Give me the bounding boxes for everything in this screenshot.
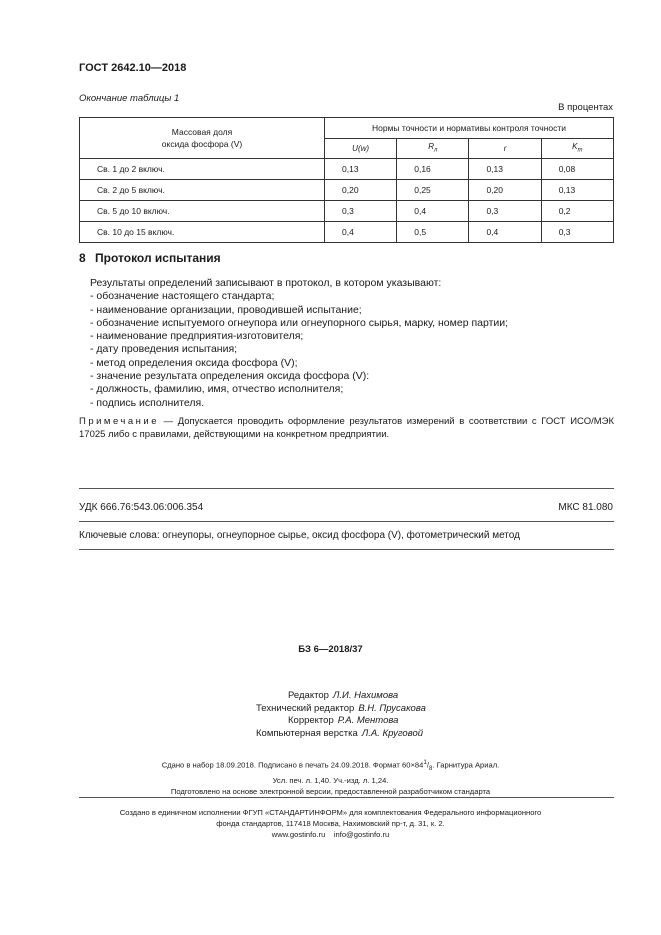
footer-line1: Создано в единичном исполнении ФГУП «СТАНДАРТИНФОРМ» для комплектования Федерального информационного [119, 808, 542, 817]
list-item: - подпись исполнителя. [90, 396, 205, 409]
staff-role: Компьютерная верстка [256, 727, 358, 739]
divider-middle [79, 521, 614, 522]
divider-bottom [79, 549, 614, 550]
list-item: - дату проведения испытания; [90, 343, 238, 356]
keywords: Ключевые слова: огнеупоры, огнеупорное сырье, оксид фосфора (V), фотометрический метод [79, 530, 520, 541]
staff-row [256, 690, 426, 703]
section-title [79, 251, 221, 265]
mass-header-line2: оксида фосфора (V) [161, 139, 243, 149]
sub-header-0: U(w) [325, 138, 397, 159]
norms-header: Нормы точности и нормативы контроля точности [325, 118, 614, 139]
mass-header-line1: Массовая доля [171, 127, 233, 137]
imprint-line2: Усл. печ. л. 1,40. Уч.-изд. л. 1,24. [272, 776, 389, 786]
list-item: - должность, фамилию, имя, отчество исполнителя; [90, 383, 344, 396]
website-link[interactable]: www.gostinfo.ru [271, 830, 326, 839]
value-cell: 0,13 [325, 159, 397, 180]
value-cell: 0,5 [397, 222, 469, 243]
section-number: 8 [79, 251, 86, 265]
staff-row [256, 715, 426, 728]
staff-name: Р.А. Ментова [337, 715, 399, 726]
sub-header-3: $K_т$ [541, 138, 613, 159]
imprint [0, 757, 661, 797]
table-row [80, 159, 614, 180]
range-cell: Св. 10 до 15 включ. [80, 222, 325, 243]
value-cell: 0,3 [541, 222, 613, 243]
email-link[interactable]: info@gostinfo.ru [333, 830, 390, 839]
list-item: - наименование организации, проводившей испытание; [90, 303, 362, 316]
table-row [80, 201, 614, 222]
value-cell: 0,4 [469, 222, 541, 243]
staff-role: Редактор [288, 690, 329, 701]
sub-header-1: $R_л$ [397, 138, 469, 159]
list-item: - наименование предприятия-изготовителя; [90, 330, 304, 343]
imprint-line3: Подготовлено на основе электронной версии, предоставленной разработчиком стандарта [170, 787, 491, 797]
footer-line2: фонда стандартов, 117418 Москва, Нахимовский пр-т, д. 31, к. 2. [216, 819, 445, 828]
staff-credits [256, 690, 426, 740]
table-row [80, 180, 614, 201]
note [79, 416, 614, 441]
list-item: - обозначение испытуемого огнеупора или огнеупорного сырья, марку, номер партии; [90, 316, 509, 329]
staff-name: Л.И. Нахимова [332, 690, 399, 701]
range-cell: Св. 5 до 10 включ. [80, 201, 325, 222]
value-cell: 0,25 [397, 180, 469, 201]
udk-code: УДК 666.76:543.06:006.354 [79, 502, 204, 513]
document-header: ГОСТ 2642.10—2018 [79, 62, 187, 74]
value-cell: 0,3 [325, 201, 397, 222]
value-cell: 0,13 [469, 159, 541, 180]
staff-name: В.Н. Прусакова [358, 702, 426, 714]
value-cell: 0,3 [469, 201, 541, 222]
value-cell: 0,4 [397, 201, 469, 222]
imprint-line1: Сдано в набор 18.09.2018. Подписано в печать 24.09.2018. Формат $60\times 84^1/_8$. Гарнитура Ариал. [161, 759, 500, 773]
table-body [80, 159, 614, 243]
value-cell: 0,08 [541, 159, 613, 180]
intro-line: Результаты определений записывают в протокол, в котором указывают: [90, 277, 442, 289]
section-title-text: Протокол испытания [95, 251, 221, 265]
range-cell: Св. 1 до 2 включ. [80, 159, 325, 180]
section-body [90, 277, 620, 410]
sub-header-2: r [469, 138, 541, 159]
footer [0, 807, 661, 840]
value-cell: 0,13 [541, 180, 613, 201]
divider-footer [79, 797, 614, 798]
table-units: В процентах [558, 102, 613, 113]
list-item: - метод определения оксида фосфора (V); [90, 356, 298, 369]
range-cell: Св. 2 до 5 включ. [80, 180, 325, 201]
table-row [80, 222, 614, 243]
value-cell: 0,16 [397, 159, 469, 180]
divider-top [79, 488, 614, 489]
note-label: Примечание [79, 416, 159, 427]
mass-fraction-header [80, 118, 325, 159]
staff-role: Технический редактор [256, 702, 355, 714]
footer-contacts [0, 829, 661, 840]
bz-number: БЗ 6—2018/37 [298, 644, 363, 655]
value-cell: 0,20 [469, 180, 541, 201]
value-cell: 0,2 [541, 201, 613, 222]
mks-code: МКС 81.080 [558, 502, 613, 513]
table-caption: Окончание таблицы 1 [79, 93, 180, 104]
staff-row [256, 728, 426, 741]
list-item: - значение результата определения оксида фосфора (V): [90, 370, 370, 383]
value-cell: 0,20 [325, 180, 397, 201]
staff-name: Л.А. Круговой [361, 727, 424, 739]
list-item: - обозначение настоящего стандарта; [90, 290, 275, 303]
value-cell: 0,4 [325, 222, 397, 243]
accuracy-table [79, 117, 614, 243]
staff-role: Корректор [288, 715, 334, 726]
note-text: — Допускается проводить оформление результатов измерений в соответствии с ГОСТ ИСО/МЭК 17025 либо с правилами, действующими на конкретном предприятии. [79, 416, 614, 440]
staff-row [256, 703, 426, 716]
